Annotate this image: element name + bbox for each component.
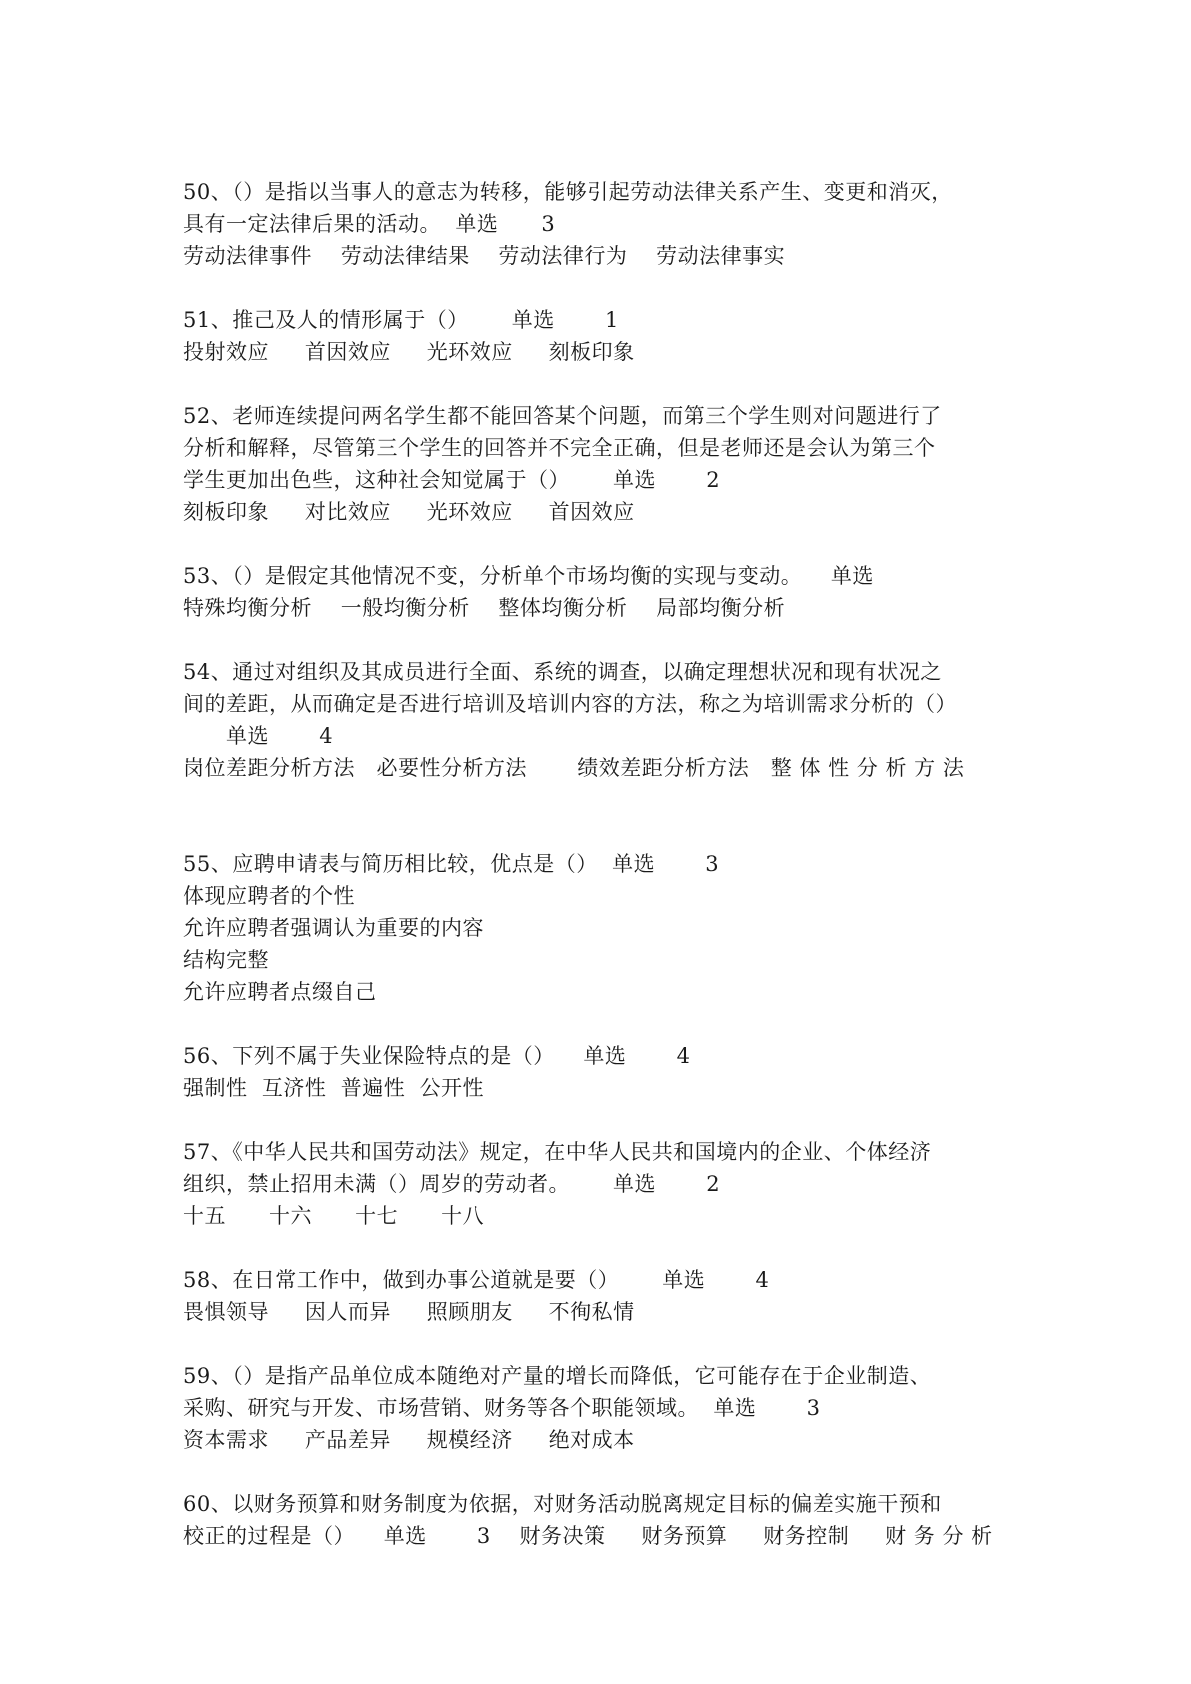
blank-line <box>183 624 1023 656</box>
answer-options: 十五 十六 十七 十八 <box>183 1204 485 1228</box>
answer-options: 投射效应 首因效应 光环效应 刻板印象 <box>183 340 635 364</box>
question-58 <box>183 1264 1023 1328</box>
question-text-line: 53、（）是假定其他情况不变，分析单个市场均衡的实现与变动。 单选 <box>183 564 874 588</box>
blank-line <box>183 1008 1023 1040</box>
question-text-line: 60、以财务预算和财务制度为依据，对财务活动脱离规定目标的偏差实施干预和 <box>183 1492 942 1516</box>
question-text-line: 55、应聘申请表与简历相比较，优点是（） 单选 3 <box>183 852 720 876</box>
answer-options: 劳动法律事件 劳动法律结果 劳动法律行为 劳动法律事实 <box>183 244 786 268</box>
question-text-line: 学生更加出色些，这种社会知觉属于（） 单选 2 <box>183 468 721 492</box>
question-59 <box>183 1360 1023 1456</box>
document-page <box>183 176 1023 1552</box>
blank-line <box>183 1232 1023 1264</box>
question-text-line: 57、《中华人民共和国劳动法》规定，在中华人民共和国境内的企业、个体经济 <box>183 1140 932 1164</box>
blank-line <box>183 528 1023 560</box>
answer-options: 资本需求 产品差异 规模经济 绝对成本 <box>183 1428 635 1452</box>
answer-option: 体现应聘者的个性 <box>183 884 355 908</box>
question-text-line: 间的差距，从而确定是否进行培训及培训内容的方法，称之为培训需求分析的（） <box>183 692 957 716</box>
question-53 <box>183 560 1023 624</box>
blank-line <box>183 272 1023 304</box>
question-text-line: 58、在日常工作中，做到办事公道就是要（） 单选 4 <box>183 1268 770 1292</box>
question-text-line: 56、下列不属于失业保险特点的是（） 单选 4 <box>183 1044 691 1068</box>
blank-line <box>183 1328 1023 1360</box>
answer-options: 刻板印象 对比效应 光环效应 首因效应 <box>183 500 635 524</box>
question-51 <box>183 304 1023 368</box>
question-56 <box>183 1040 1023 1104</box>
question-text-line: 52、老师连续提问两名学生都不能回答某个问题，而第三个学生则对问题进行了 <box>183 404 942 428</box>
blank-line <box>183 1104 1023 1136</box>
question-text-line: 59、（）是指产品单位成本随绝对产量的增长而降低，它可能存在于企业制造、 <box>183 1364 932 1388</box>
question-text-line: 51、推己及人的情形属于（） 单选 1 <box>183 308 619 332</box>
question-text-line: 单选 4 <box>183 724 334 748</box>
answer-options: 岗位差距分析方法 必要性分析方法 绩效差距分析方法 整 体 性 分 析 方 法 <box>183 756 965 780</box>
answer-options: 特殊均衡分析 一般均衡分析 整体均衡分析 局部均衡分析 <box>183 596 786 620</box>
question-text-line: 具有一定法律后果的活动。 单选 3 <box>183 212 556 236</box>
question-text-line: 分析和解释，尽管第三个学生的回答并不完全正确，但是老师还是会认为第三个 <box>183 436 936 460</box>
blank-line <box>183 368 1023 400</box>
question-57 <box>183 1136 1023 1232</box>
question-52 <box>183 400 1023 528</box>
question-50 <box>183 176 1023 272</box>
question-54 <box>183 656 1023 784</box>
blank-line <box>183 816 1023 848</box>
question-55 <box>183 848 1023 1008</box>
blank-line <box>183 1456 1023 1488</box>
question-text-line: 组织，禁止招用未满（）周岁的劳动者。 单选 2 <box>183 1172 721 1196</box>
question-text-line: 50、（）是指以当事人的意志为转移，能够引起劳动法律关系产生、变更和消灭， <box>183 180 953 204</box>
question-60 <box>183 1488 1023 1552</box>
answer-option: 允许应聘者点缀自己 <box>183 980 377 1004</box>
answer-option: 允许应聘者强调认为重要的内容 <box>183 916 484 940</box>
answer-option: 结构完整 <box>183 948 269 972</box>
blank-line <box>183 784 1023 816</box>
question-text-line: 采购、研究与开发、市场营销、财务等各个职能领域。 单选 3 <box>183 1396 821 1420</box>
question-text-line: 54、通过对组织及其成员进行全面、系统的调查，以确定理想状况和现有状况之 <box>183 660 942 684</box>
answer-options: 强制性 互济性 普遍性 公开性 <box>183 1076 485 1100</box>
answer-options: 畏惧领导 因人而异 照顾朋友 不徇私情 <box>183 1300 635 1324</box>
question-text-line: 校正的过程是（） 单选 3 财务决策 财务预算 财务控制 财 务 分 析 <box>183 1524 993 1548</box>
